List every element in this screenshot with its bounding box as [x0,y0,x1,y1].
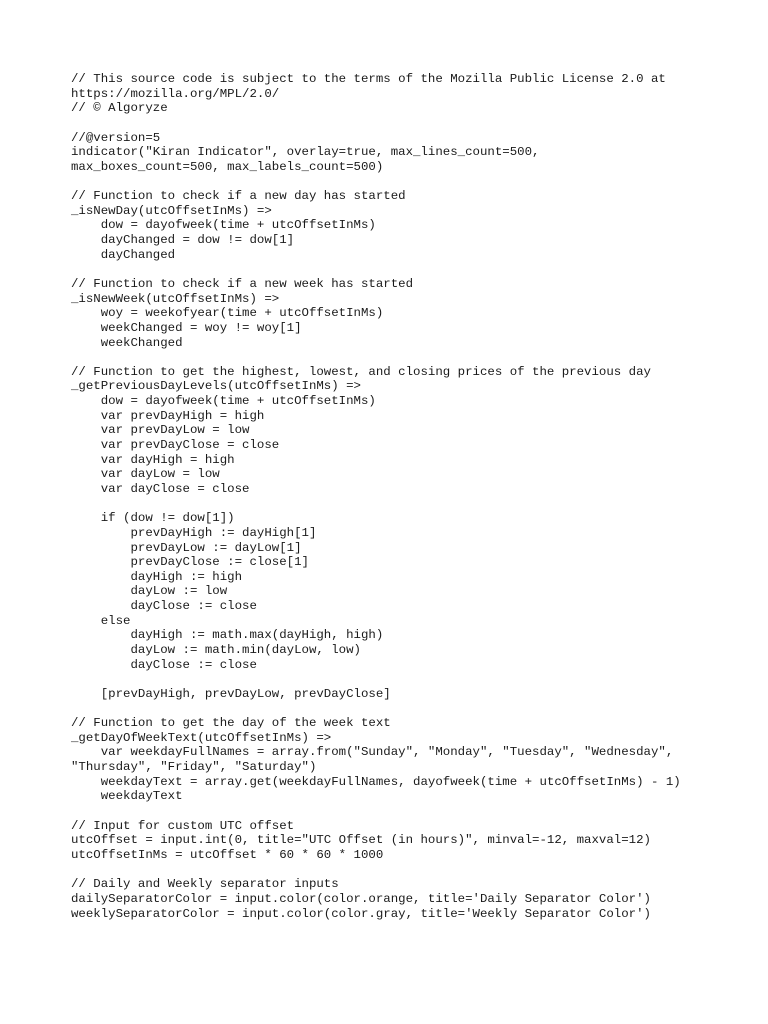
code-line [71,262,751,277]
code-line: if (dow != dow[1]) [71,511,235,526]
code-line: dayClose := close [71,599,257,614]
code-line [71,863,751,878]
code-line: utcOffsetInMs = utcOffset * 60 * 60 * 1000 [71,847,384,862]
code-line: var dayHigh = high [71,452,235,467]
code-line: _isNewWeek(utcOffsetInMs) => [71,291,280,306]
code-line: weekChanged = woy != woy[1] [71,320,302,335]
code-line: weekChanged [71,335,183,350]
code-line: [prevDayHigh, prevDayLow, prevDayClose] [71,686,391,701]
code-line: else [71,613,131,628]
code-line: // Function to get the day of the week text [71,716,391,731]
code-line: // © Algoryze [71,101,168,116]
code-line: "Thursday", "Friday", "Saturday") [71,760,317,775]
code-line: dayLow := math.min(dayLow, low) [71,642,361,657]
code-line: var prevDayHigh = high [71,408,265,423]
code-line [71,116,751,131]
code-line: dayChanged [71,247,176,262]
code-line [71,804,751,819]
code-line: max_boxes_count=500, max_labels_count=500) [71,159,384,174]
code-line: _getDayOfWeekText(utcOffsetInMs) => [71,730,332,745]
code-line: weekdayText = array.get(weekdayFullNames, dayofweek(time + utcOffsetInMs) - 1) [71,774,681,789]
source-code-block [71,72,751,921]
code-line: dailySeparatorColor = input.color(color.orange, title='Daily Separator Color') [71,891,651,906]
code-line: dayHigh := math.max(dayHigh, high) [71,628,384,643]
code-line: dayChanged = dow != dow[1] [71,233,295,248]
code-line: // This source code is subject to the terms of the Mozilla Public License 2.0 at [71,72,666,86]
code-line: dow = dayofweek(time + utcOffsetInMs) [71,218,376,233]
code-line: _getPreviousDayLevels(utcOffsetInMs) => [71,379,361,394]
code-line: prevDayLow := dayLow[1] [71,540,302,555]
code-line: var weekdayFullNames = array.from("Sunday", "Monday", "Tuesday", "Wednesday", [71,745,674,760]
code-line [71,350,751,365]
code-line: utcOffset = input.int(0, title="UTC Offset (in hours)", minval=-12, maxval=12) [71,833,651,848]
code-line: weeklySeparatorColor = input.color(color.gray, title='Weekly Separator Color') [71,906,651,921]
code-line: dayClose := close [71,657,257,672]
code-line: // Daily and Weekly separator inputs [71,877,339,892]
code-line [71,174,751,189]
code-line: _isNewDay(utcOffsetInMs) => [71,203,272,218]
code-line: var dayLow = low [71,467,220,482]
code-line [71,672,751,687]
code-line: // Function to check if a new day has started [71,189,406,204]
code-line: var prevDayLow = low [71,423,250,438]
code-line: https://mozilla.org/MPL/2.0/ [71,86,280,101]
code-line: var dayClose = close [71,481,250,496]
code-line: var prevDayClose = close [71,438,280,453]
code-line: //@version=5 [71,130,161,145]
code-line [71,497,751,512]
code-line: prevDayHigh := dayHigh[1] [71,525,317,540]
code-line: dow = dayofweek(time + utcOffsetInMs) [71,394,376,409]
code-line: // Function to get the highest, lowest, and closing prices of the previous day [71,364,651,379]
code-line: weekdayText [71,789,183,804]
code-line: dayLow := low [71,584,228,599]
code-line: // Input for custom UTC offset [71,818,295,833]
code-line: dayHigh := high [71,569,243,584]
code-line [71,702,751,717]
code-line: prevDayClose := close[1] [71,555,309,570]
code-line: indicator("Kiran Indicator", overlay=true, max_lines_count=500, [71,145,540,160]
code-line: woy = weekofyear(time + utcOffsetInMs) [71,306,384,321]
code-line: // Function to check if a new week has started [71,276,414,291]
